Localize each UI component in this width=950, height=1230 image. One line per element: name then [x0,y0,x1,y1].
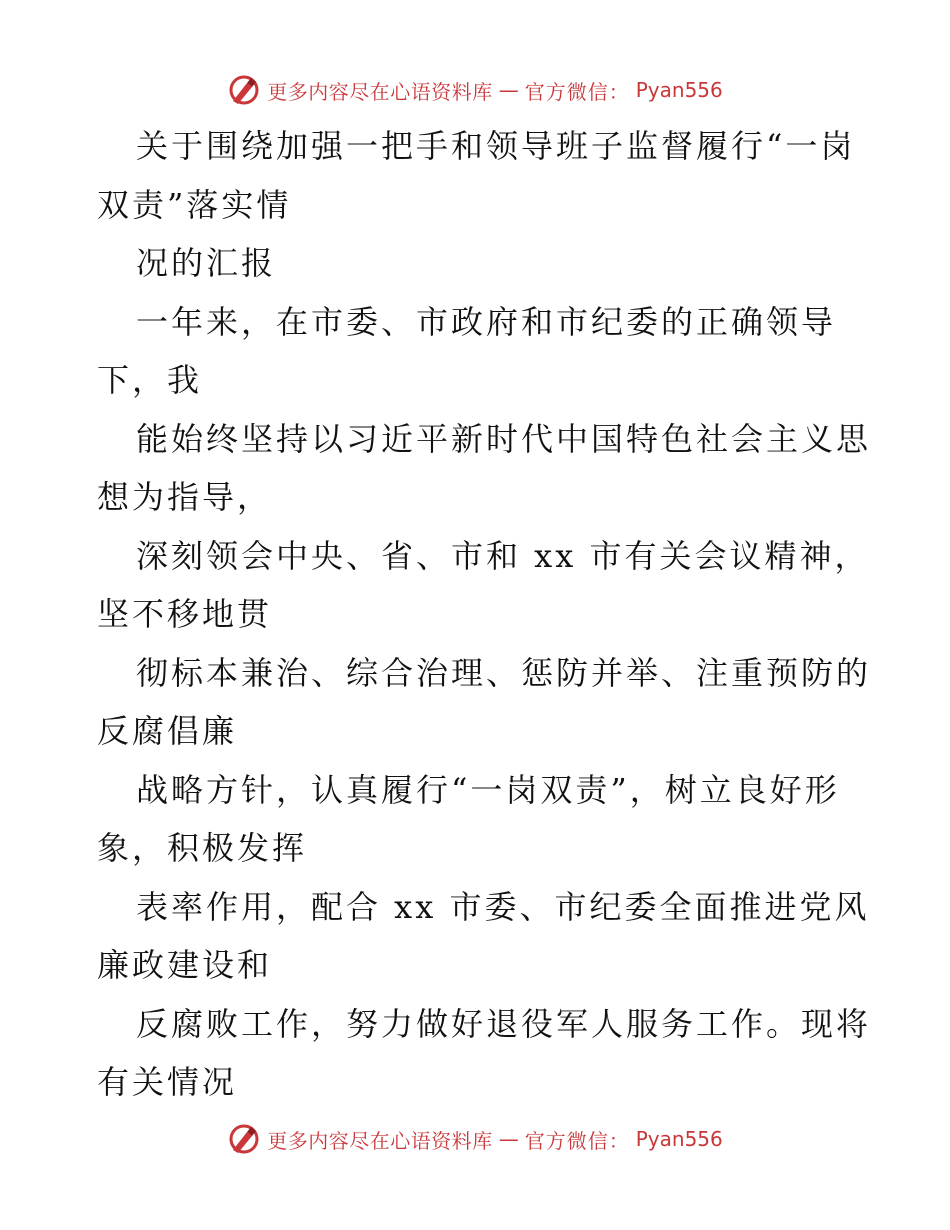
document-line: 彻标本兼治、综合治理、惩防并举、注重预防的 [136,653,872,692]
document-line: 能始终坚持以习近平新时代中国特色社会主义思 [136,419,872,458]
footer-banner [0,1119,950,1159]
banner-handle: Pyan556 [635,78,723,102]
pen-circle-logo-icon [227,73,261,107]
document-line: 表率作用，配合 xx 市委、市纪委全面推进党风 [136,887,870,926]
banner-handle: Pyan556 [635,1127,723,1151]
document-line: 况的汇报 [136,244,277,282]
document-line: 战略方针，认真履行“一岗双责”，树立良好形 [136,770,840,809]
document-line: 反腐倡廉 [97,712,238,750]
document-line: 廉政建设和 [97,946,273,984]
document-line: 双责”落实情 [97,185,292,224]
banner-text: 更多内容尽在心语资料库 [267,79,493,104]
document-line: 有关情况 [97,1063,238,1101]
document-line: 反腐败工作，努力做好退役军人服务工作。现将 [136,1004,872,1043]
document-line: 关于围绕加强一把手和领导班子监督履行“一岗 [136,127,856,165]
banner-separator: — [498,1127,519,1151]
document-line: 下，我 [97,361,203,399]
document-line: 一年来，在市委、市政府和市纪委的正确领导 [136,302,837,341]
pen-circle-logo-icon [227,1122,261,1156]
document-line: 坚不移地贯 [97,595,273,633]
banner-text: 更多内容尽在心语资料库 [267,1128,493,1153]
document-body [97,117,872,1112]
banner-separator: — [498,78,519,102]
banner-label: 官方微信： [524,1128,630,1153]
document-line: 深刻领会中央、省、市和 xx 市有关会议精神， [136,536,870,575]
banner-label: 官方微信： [524,79,630,104]
document-line: 象，积极发挥 [97,829,308,867]
document-line: 想为指导， [97,478,273,516]
header-banner [0,70,950,110]
